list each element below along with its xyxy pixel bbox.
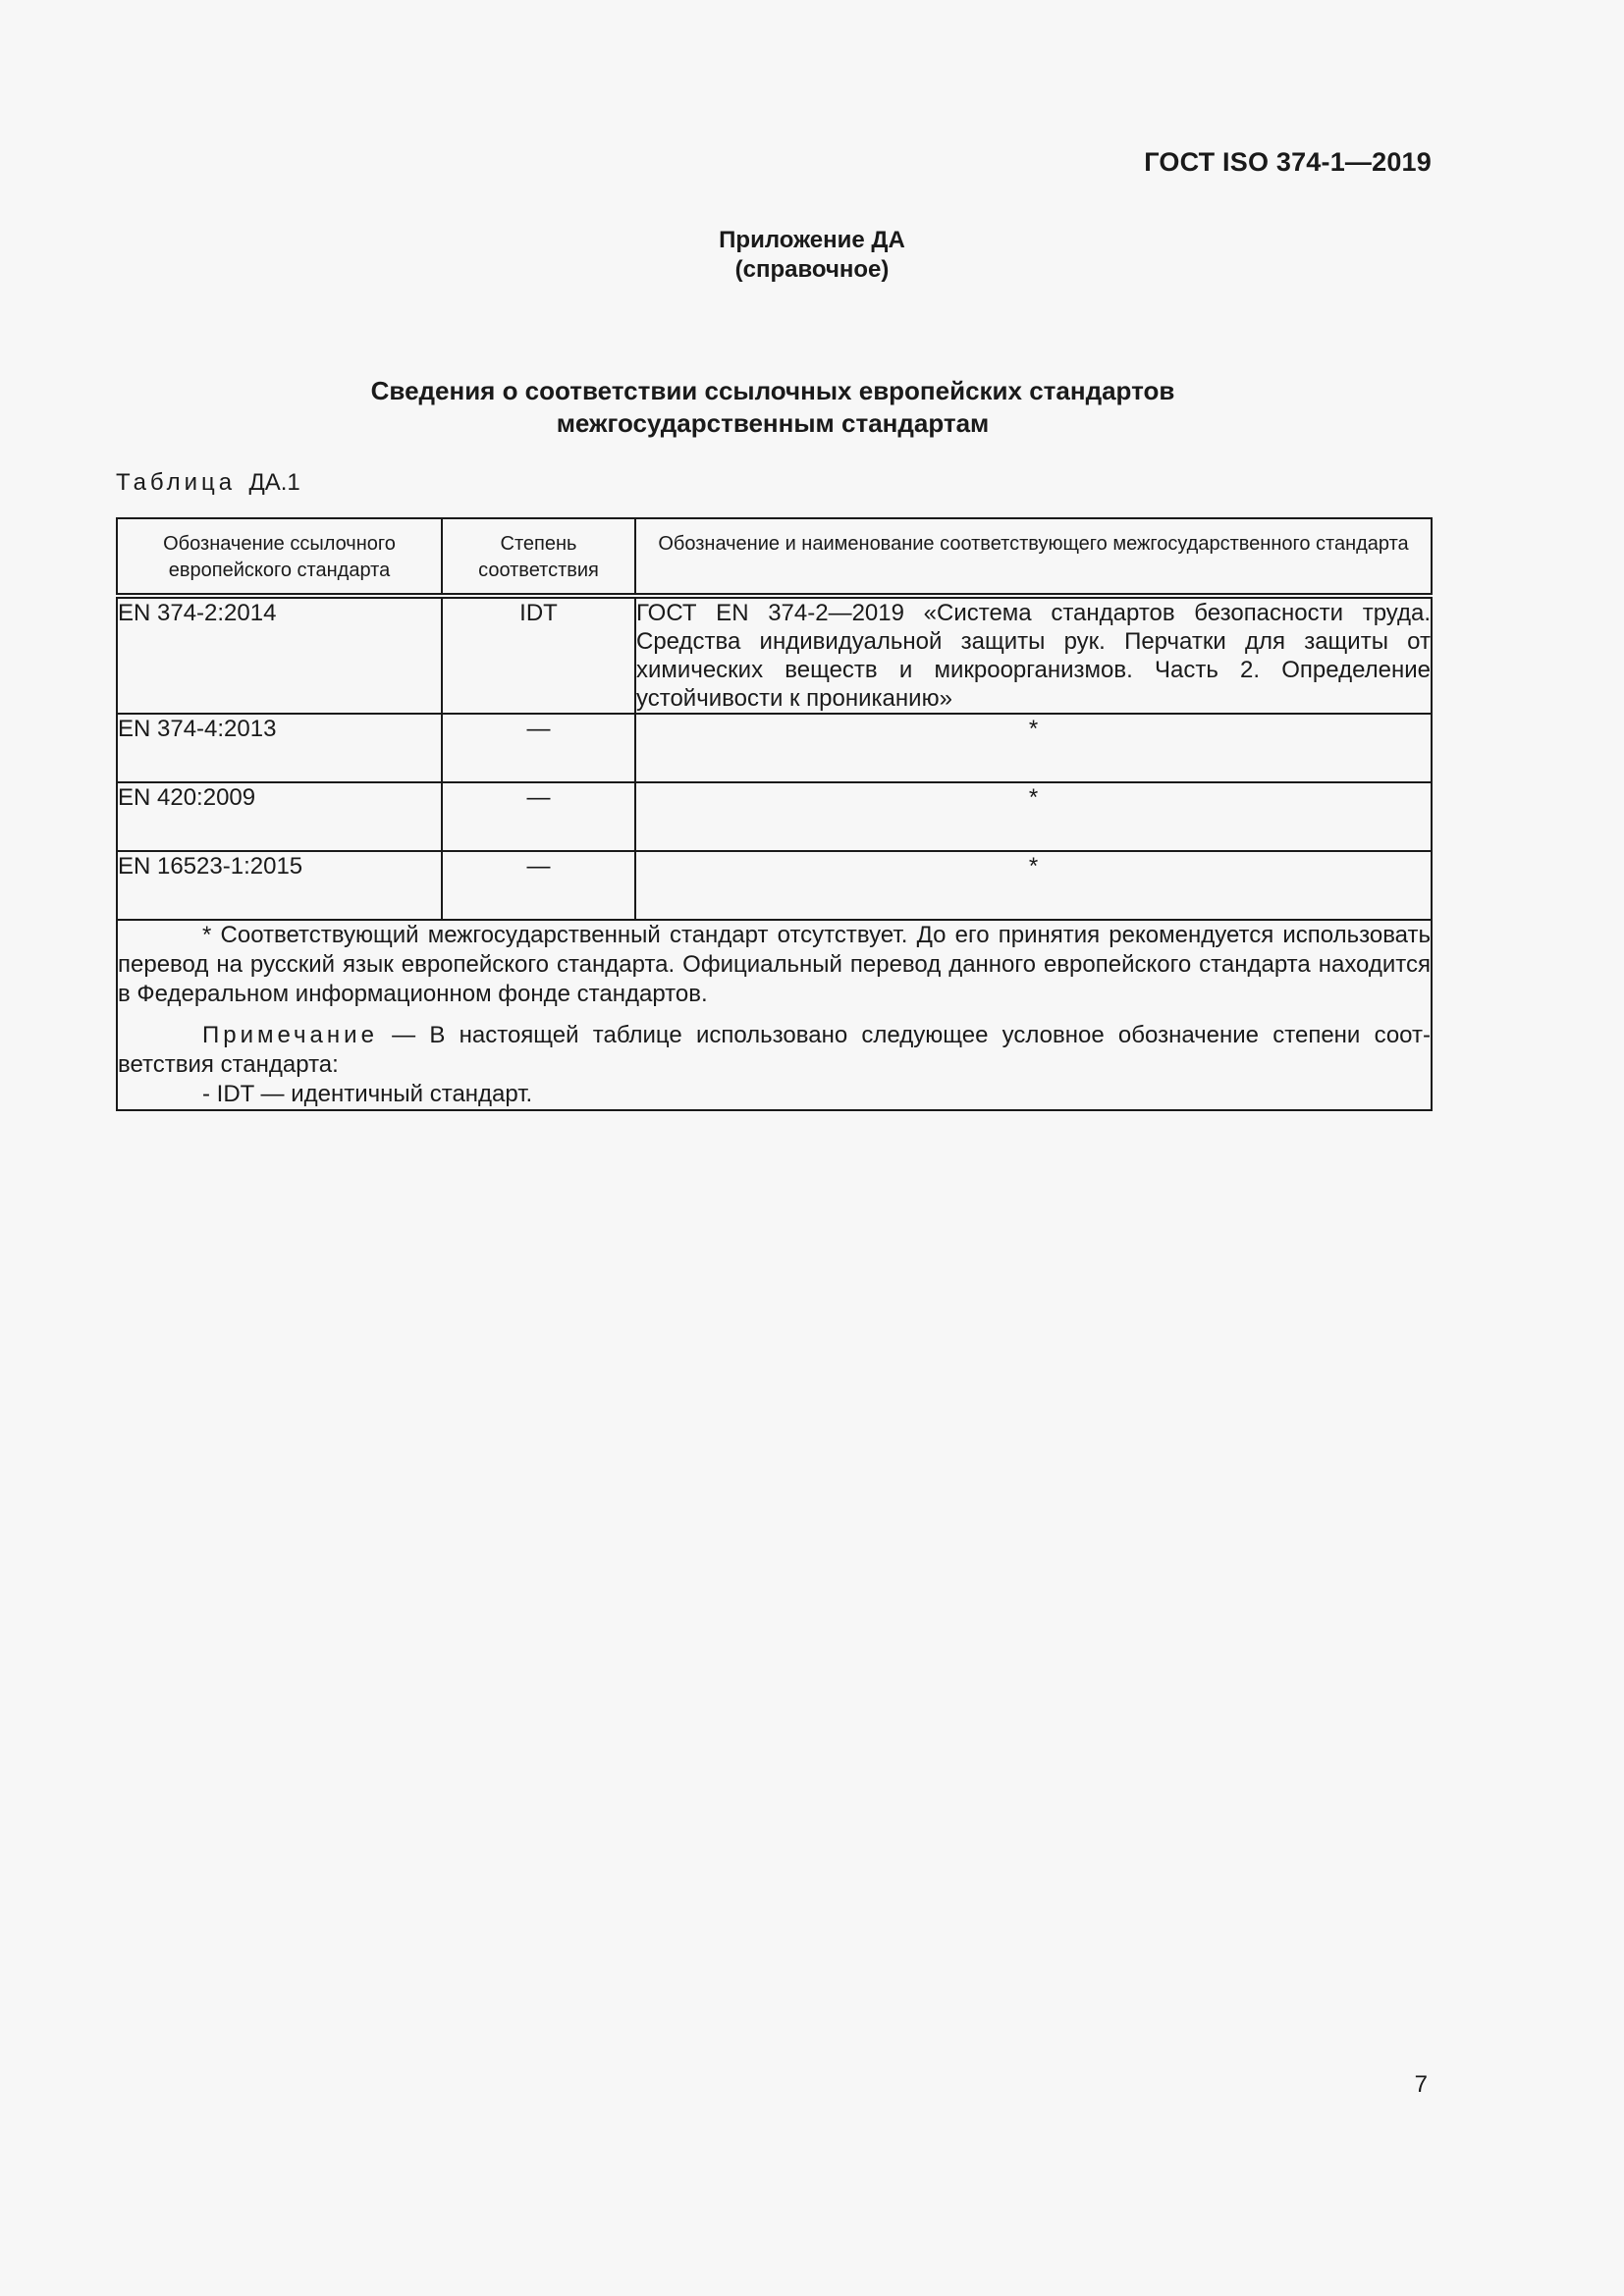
table-row: [117, 851, 1432, 920]
section-title: [0, 375, 1545, 440]
row-code: EN 374-2:2014: [117, 596, 442, 714]
table-label-word: Таблица: [116, 469, 237, 496]
table-row: [117, 596, 1432, 714]
document-code: ГОСТ ISO 374-1—2019: [1144, 147, 1432, 177]
row-degree: —: [442, 851, 635, 920]
note-item: - IDT — идентичный стандарт.: [202, 1081, 533, 1107]
row-code: EN 420:2009: [117, 782, 442, 851]
table-label-number: ДА.1: [248, 469, 300, 496]
table-row: [117, 782, 1432, 851]
section-title-line1: Сведения о соответствии ссылочных европейских стандартов: [370, 376, 1175, 405]
row-degree: —: [442, 714, 635, 782]
correspondence-table: [116, 517, 1433, 1111]
note-word: Примечание: [202, 1022, 378, 1048]
row-code: EN 16523-1:2015: [117, 851, 442, 920]
row-standard: *: [635, 851, 1432, 920]
row-degree: —: [442, 782, 635, 851]
row-code: EN 374-4:2013: [117, 714, 442, 782]
row-standard: ГОСТ EN 374-2—2019 «Система стандартов безопасности труда. Средства индивидуальной защиты рук. Перчатки для защиты от химических веществ и микроорганизмов. Часть 2. Определение устойчивости к прониканию»: [635, 596, 1432, 714]
appendix-subtitle: (справочное): [734, 256, 890, 283]
note-text: — В настоящей таблице использовано следующее условное обозначение степени соответствия стандарта:: [118, 1022, 1431, 1078]
page-number: 7: [1414, 2071, 1428, 2098]
table-label: [116, 469, 300, 497]
table-row: [117, 714, 1432, 782]
header-degree: Степень соответствия: [442, 518, 635, 596]
table-notes: [117, 920, 1432, 1110]
table-notes-row: [117, 920, 1432, 1110]
note: [118, 1021, 1431, 1080]
row-degree: IDT: [442, 596, 635, 714]
section-title-line2: межгосударственным стандартам: [556, 408, 990, 438]
appendix-title: Приложение ДА: [719, 227, 905, 253]
appendix-heading: [0, 226, 1624, 285]
header-interstate-standard: Обозначение и наименование соответствующего межгосударственного стандарта: [635, 518, 1432, 596]
table-header-row: [117, 518, 1432, 596]
header-reference-standard: Обозначение ссылочного европейского стандарта: [117, 518, 442, 596]
footnote: * Соответствующий межгосударственный стандарт отсутствует. До его принятия рекомендуется использовать перевод на русский язык европейского стандарта. Официальный перевод данного европейского стандарта находится в Федеральном информационном фонде стандартов.: [118, 922, 1431, 1007]
row-standard: *: [635, 714, 1432, 782]
row-standard: *: [635, 782, 1432, 851]
